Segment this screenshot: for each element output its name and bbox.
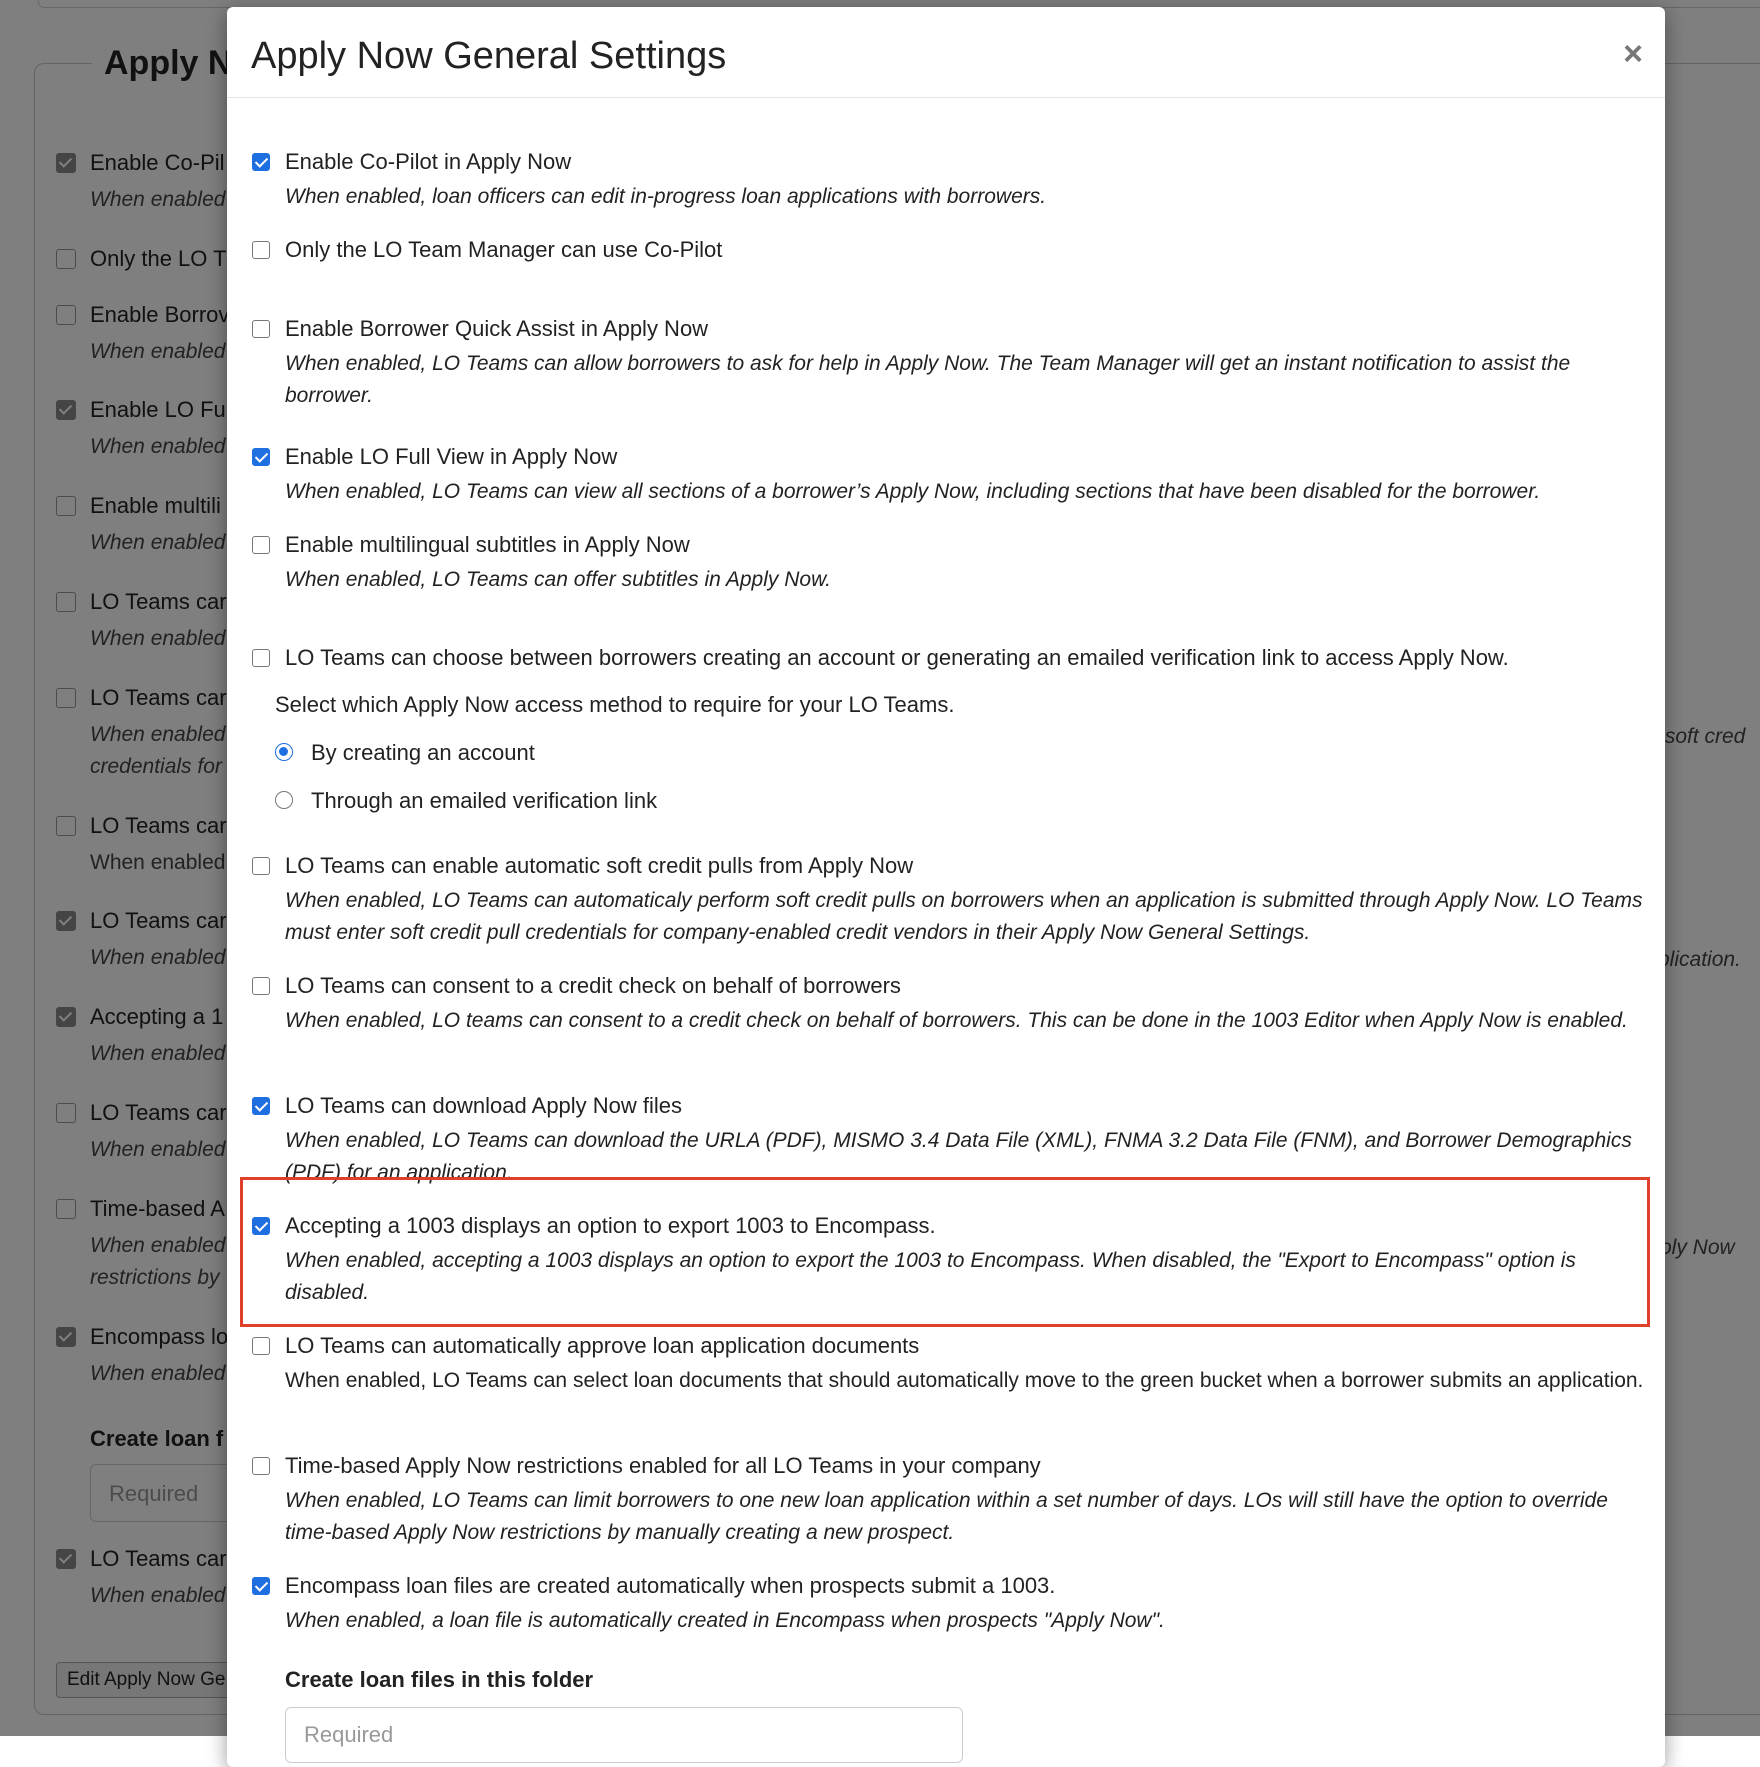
close-button[interactable]: × (1623, 35, 1643, 73)
option-label: LO Teams can consent to a credit check on behalf of borrowers (285, 973, 901, 998)
checkbox[interactable] (252, 1337, 270, 1355)
option-description: When enabled, LO Teams can select loan documents that should automatically move to the green bucket when a borrower submits an application. (285, 1369, 1644, 1392)
folder-input[interactable] (285, 1707, 963, 1763)
option-description: When enabled, LO Teams can automaticaly perform soft credit pulls on borrowers when an application is submitted through Apply Now. LO Teams must enter soft credit pull credentials for company-enabled credit vendors in their Apply Now General Settings. (285, 889, 1643, 944)
option-description: When enabled, a loan file is automatically created in Encompass when prospects "Apply Now". (285, 1609, 1165, 1632)
checkbox[interactable] (252, 1097, 270, 1115)
checkbox[interactable] (252, 320, 270, 338)
radio-label: By creating an account (311, 740, 535, 765)
modal-header (227, 7, 1665, 98)
option-label: Accepting a 1003 displays an option to export 1003 to Encompass. (285, 1213, 936, 1238)
option-description: When enabled, LO teams can consent to a credit check on behalf of borrowers. This can be done in the 1003 Editor when Apply Now is enabled. (285, 1009, 1628, 1032)
option-description: When enabled, accepting a 1003 displays an option to export the 1003 to Encompass. When disabled, the "Export to Encompass" option is disabled. (285, 1249, 1576, 1304)
radio-label: Through an emailed verification link (311, 788, 658, 813)
option-label: Enable Co-Pilot in Apply Now (285, 149, 572, 174)
folder-input-placeholder: Required (304, 1722, 394, 1747)
checkbox[interactable] (252, 1577, 270, 1595)
option-description: When enabled, LO Teams can limit borrowers to one new loan application within a set number of days. LOs will still have the option to override time-based Apply Now restrictions by manually creating a new prospect. (285, 1489, 1608, 1544)
option-description: When enabled, LO Teams can download the URLA (PDF), MISMO 3.4 Data File (XML), FNMA 3.2 Data File (FNM), and Borrower Demographics (PDF) for an application. (285, 1129, 1632, 1184)
checkbox[interactable] (252, 241, 270, 259)
radio-button[interactable] (275, 791, 293, 809)
checkbox[interactable] (252, 448, 270, 466)
option-description: When enabled, LO Teams can allow borrowers to ask for help in Apply Now. The Team Manager will get an instant notification to assist the borrower. (285, 352, 1571, 407)
checkbox[interactable] (252, 977, 270, 995)
option-label: Enable LO Full View in Apply Now (285, 444, 618, 469)
checkbox[interactable] (252, 1457, 270, 1475)
access-method-prompt: Select which Apply Now access method to require for your LO Teams. (275, 692, 955, 717)
option-label: LO Teams can enable automatic soft credit pulls from Apply Now (285, 853, 914, 878)
option-label: Enable multilingual subtitles in Apply Now (285, 532, 690, 557)
checkbox[interactable] (252, 536, 270, 554)
highlight-annotation-box (240, 1177, 1650, 1327)
checkbox[interactable] (252, 649, 270, 667)
option-label: LO Teams can download Apply Now files (285, 1093, 683, 1118)
option-description: When enabled, LO Teams can view all sections of a borrower’s Apply Now, including sections that have been disabled for the borrower. (285, 480, 1541, 503)
option-label: LO Teams can choose between borrowers creating an account or generating an emailed verification link to access Apply Now. (285, 645, 1509, 670)
option-label: LO Teams can automatically approve loan application documents (285, 1333, 920, 1358)
checkbox[interactable] (252, 153, 270, 171)
settings-modal (227, 7, 1665, 1767)
option-description: When enabled, loan officers can edit in-progress loan applications with borrowers. (285, 185, 1047, 208)
option-label: Only the LO Team Manager can use Co-Pilot (285, 237, 723, 262)
option-label: Encompass loan files are created automatically when prospects submit a 1003. (285, 1573, 1056, 1598)
folder-label: Create loan files in this folder (285, 1667, 594, 1692)
radio-button[interactable] (275, 743, 293, 761)
option-label: Enable Borrower Quick Assist in Apply Now (285, 316, 709, 341)
modal-title: Apply Now General Settings (251, 35, 727, 77)
option-description: When enabled, LO Teams can offer subtitles in Apply Now. (285, 568, 831, 591)
option-label: Time-based Apply Now restrictions enabled for all LO Teams in your company (285, 1453, 1041, 1478)
checkbox[interactable] (252, 857, 270, 875)
